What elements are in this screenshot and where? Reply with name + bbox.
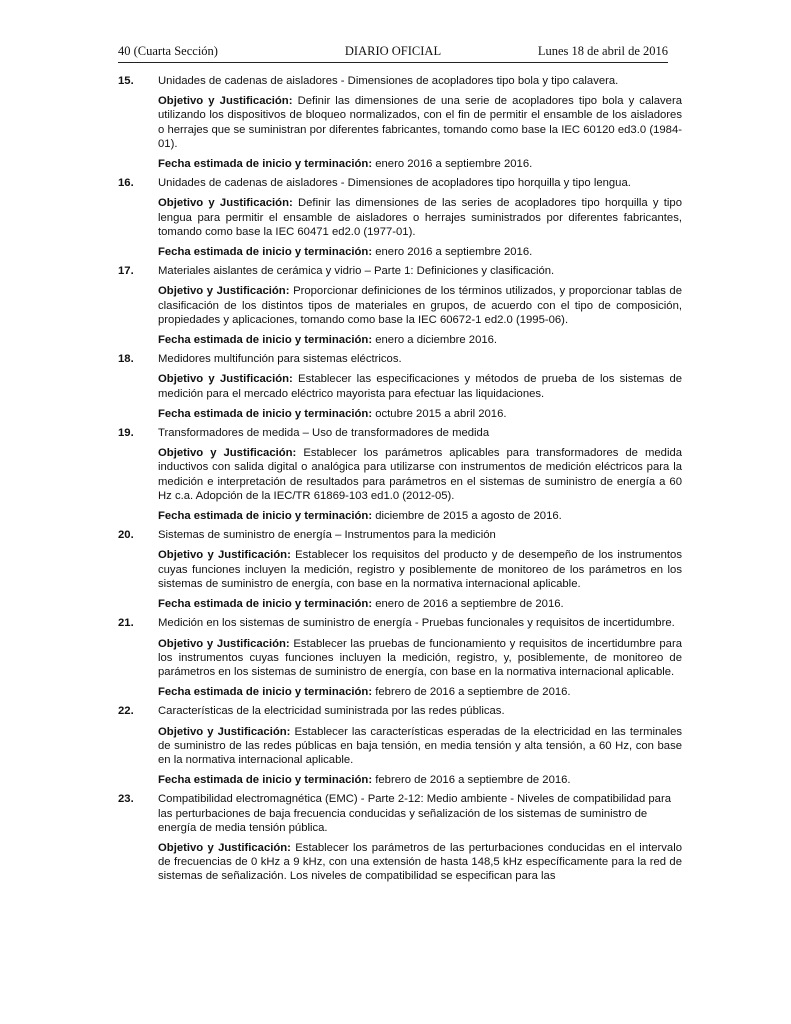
item-number: 16.: [118, 177, 134, 190]
item-number: 23.: [118, 793, 134, 806]
dates-label: Fecha estimada de inicio y terminación:: [158, 774, 373, 787]
objective-label: Objetivo y Justificación:: [158, 447, 297, 460]
list-item: [118, 704, 682, 787]
objective-label: Objetivo y Justificación:: [158, 373, 293, 386]
list-item: [118, 74, 682, 171]
dates-label: Fecha estimada de inicio y terminación:: [158, 158, 373, 171]
header-date: Lunes 18 de abril de 2016: [537, 44, 668, 58]
objective-paragraph: [158, 725, 682, 768]
objective-text: Establecer las características esperadas de la electricidad en las terminales de suministro de las redes públicas en baja tensión, en media tensión y alta tensión, a 60 Hz, con base en la normativa internacional aplicable.: [158, 725, 683, 766]
item-number: 21.: [118, 617, 134, 630]
objective-label: Objetivo y Justificación:: [158, 95, 293, 108]
item-title: Medición en los sistemas de suministro de energía - Pruebas funcionales y requisitos de incertidumbre.: [158, 617, 675, 630]
dates-paragraph: [158, 685, 682, 699]
dates-label: Fecha estimada de inicio y terminación:: [158, 407, 373, 420]
objective-paragraph: [158, 637, 682, 680]
item-number: 19.: [118, 427, 134, 440]
header-rule: [118, 62, 668, 63]
objective-label: Objetivo y Justificación:: [158, 549, 291, 562]
objective-text: Establecer los requisitos del producto y de desempeño de los instrumentos cuyas funciones incluyen la medición, registro y posiblemente de monitoreo de los parámetros en los sistemas de suministro de energía, con base en la normativa internacional aplicable.: [158, 549, 682, 590]
objective-text: Establecer las especificaciones y métodos de prueba de los sistemas de medición para el mercado eléctrico mayorista para efectuar las liquidaciones.: [158, 373, 683, 400]
dates-text: diciembre de 2015 a agosto de 2016.: [375, 510, 562, 523]
objective-paragraph: [158, 841, 682, 884]
dates-text: octubre 2015 a abril 2016.: [375, 407, 507, 420]
dates-paragraph: [158, 509, 682, 523]
objective-text: Definir las dimensiones de una serie de acopladores tipo bola y calavera utilizando los dispositivos de bloqueo normalizados, con el fin de permitir el ensamble de los aisladores o herrajes que se suministran por diferentes fabricantes, tomando como base la IEC 60120 ed3.0 (1984-01).: [158, 95, 683, 150]
item-number: 17.: [118, 265, 134, 278]
dates-label: Fecha estimada de inicio y terminación:: [158, 334, 373, 347]
objective-text: Proporcionar definiciones de los términos utilizados, y proporcionar tablas de clasificación de los distintos tipos de materiales en grupos, de acuerdo con el tipo de composición, propiedades y aplicaciones, tomando como base la IEC 60672-1 ed2.0 (1995-06).: [158, 285, 682, 326]
item-title: Materiales aislantes de cerámica y vidrio – Parte 1: Definiciones y clasificación.: [158, 265, 555, 278]
header-publication: DIARIO OFICIAL: [344, 44, 442, 58]
dates-text: enero de 2016 a septiembre de 2016.: [375, 598, 564, 611]
item-title: Sistemas de suministro de energía – Instrumentos para la medición: [158, 529, 496, 542]
dates-paragraph: [158, 597, 682, 611]
list-item: [118, 426, 682, 523]
list-item: [118, 264, 682, 347]
objective-paragraph: [158, 94, 682, 151]
item-title: Características de la electricidad suministrada por las redes públicas.: [158, 705, 505, 718]
item-title: Unidades de cadenas de aisladores - Dimensiones de acopladores tipo horquilla y tipo lengua.: [158, 177, 631, 190]
list-item: [118, 792, 682, 883]
dates-paragraph: [158, 333, 682, 347]
dates-paragraph: [158, 407, 682, 421]
list-item: [118, 352, 682, 421]
item-number: 20.: [118, 529, 134, 542]
item-title: Transformadores de medida – Uso de transformadores de medida: [158, 427, 490, 440]
objective-label: Objetivo y Justificación:: [158, 637, 290, 650]
dates-text: febrero de 2016 a septiembre de 2016.: [375, 774, 571, 787]
item-number: 22.: [118, 705, 134, 718]
document-body: [118, 74, 682, 889]
list-item: [118, 176, 682, 259]
item-number: 18.: [118, 353, 134, 366]
list-item: [118, 528, 682, 611]
dates-text: febrero de 2016 a septiembre de 2016.: [375, 686, 571, 699]
objective-label: Objetivo y Justificación:: [158, 725, 291, 738]
dates-label: Fecha estimada de inicio y terminación:: [158, 510, 373, 523]
dates-label: Fecha estimada de inicio y terminación:: [158, 686, 373, 699]
dates-paragraph: [158, 773, 682, 787]
objective-text: Establecer los parámetros aplicables para transformadores de medida inductivos con salida digital o analógica para utilizarse con instrumentos de medición eléctricos para la medición e interpretación de resultados para parámetros en el sistemas de suministro de energía a 60 Hz c.a. Adopción de la IEC/TR 61869-103 ed1.0 (2012-05).: [158, 447, 683, 502]
header-page-section: 40 (Cuarta Sección): [118, 44, 218, 58]
objective-label: Objetivo y Justificación:: [158, 841, 291, 854]
dates-label: Fecha estimada de inicio y terminación:: [158, 246, 373, 259]
objective-paragraph: [158, 446, 682, 503]
objective-paragraph: [158, 548, 682, 591]
objective-label: Objetivo y Justificación:: [158, 197, 293, 210]
objective-paragraph: [158, 372, 682, 400]
page-header: [118, 44, 668, 62]
item-title: Unidades de cadenas de aisladores - Dimensiones de acopladores tipo bola y tipo calavera.: [158, 75, 619, 87]
dates-text: enero 2016 a septiembre 2016.: [375, 246, 533, 259]
objective-text: Establecer los parámetros de las perturbaciones conducidas en el intervalo de frecuencias de 0 kHz a 9 kHz, con una extensión de hasta 148,5 kHz específicamente para la red de sistemas de señalización. Los niveles de compatibilidad se especifican para las: [158, 841, 683, 883]
list-item: [118, 616, 682, 699]
objective-text: Definir las dimensiones de las series de acopladores tipo horquilla y tipo lengua para permitir el ensamble de aisladores o herrajes suministrados por diferentes fabricantes, tomando como base la IEC 60471 ed2.0 (1977-01).: [158, 197, 682, 238]
dates-text: enero a diciembre 2016.: [375, 334, 498, 347]
objective-paragraph: [158, 284, 682, 327]
objective-label: Objetivo y Justificación:: [158, 285, 290, 298]
objective-text: Establecer las pruebas de funcionamiento y requisitos de incertidumbre para los instrumentos cuyas funciones incluyen la medición, registro, y, posiblemente, de monitoreo de parámetros en los sistemas de suministro de energía, con base en la normativa internacional aplicable.: [158, 637, 683, 678]
item-number: 15.: [118, 75, 134, 87]
dates-paragraph: [158, 245, 682, 259]
dates-text: enero 2016 a septiembre 2016.: [375, 158, 533, 171]
item-title: Compatibilidad electromagnética (EMC) - Parte 2-12: Medio ambiente - Niveles de compatibilidad para las perturbaciones de baja frecuencia conducidas y señalización de los sistemas de suministro de energía de media tensión pública.: [158, 793, 671, 834]
item-title: Medidores multifunción para sistemas eléctricos.: [158, 353, 402, 366]
objective-paragraph: [158, 196, 682, 239]
dates-paragraph: [158, 157, 682, 171]
dates-label: Fecha estimada de inicio y terminación:: [158, 598, 373, 611]
